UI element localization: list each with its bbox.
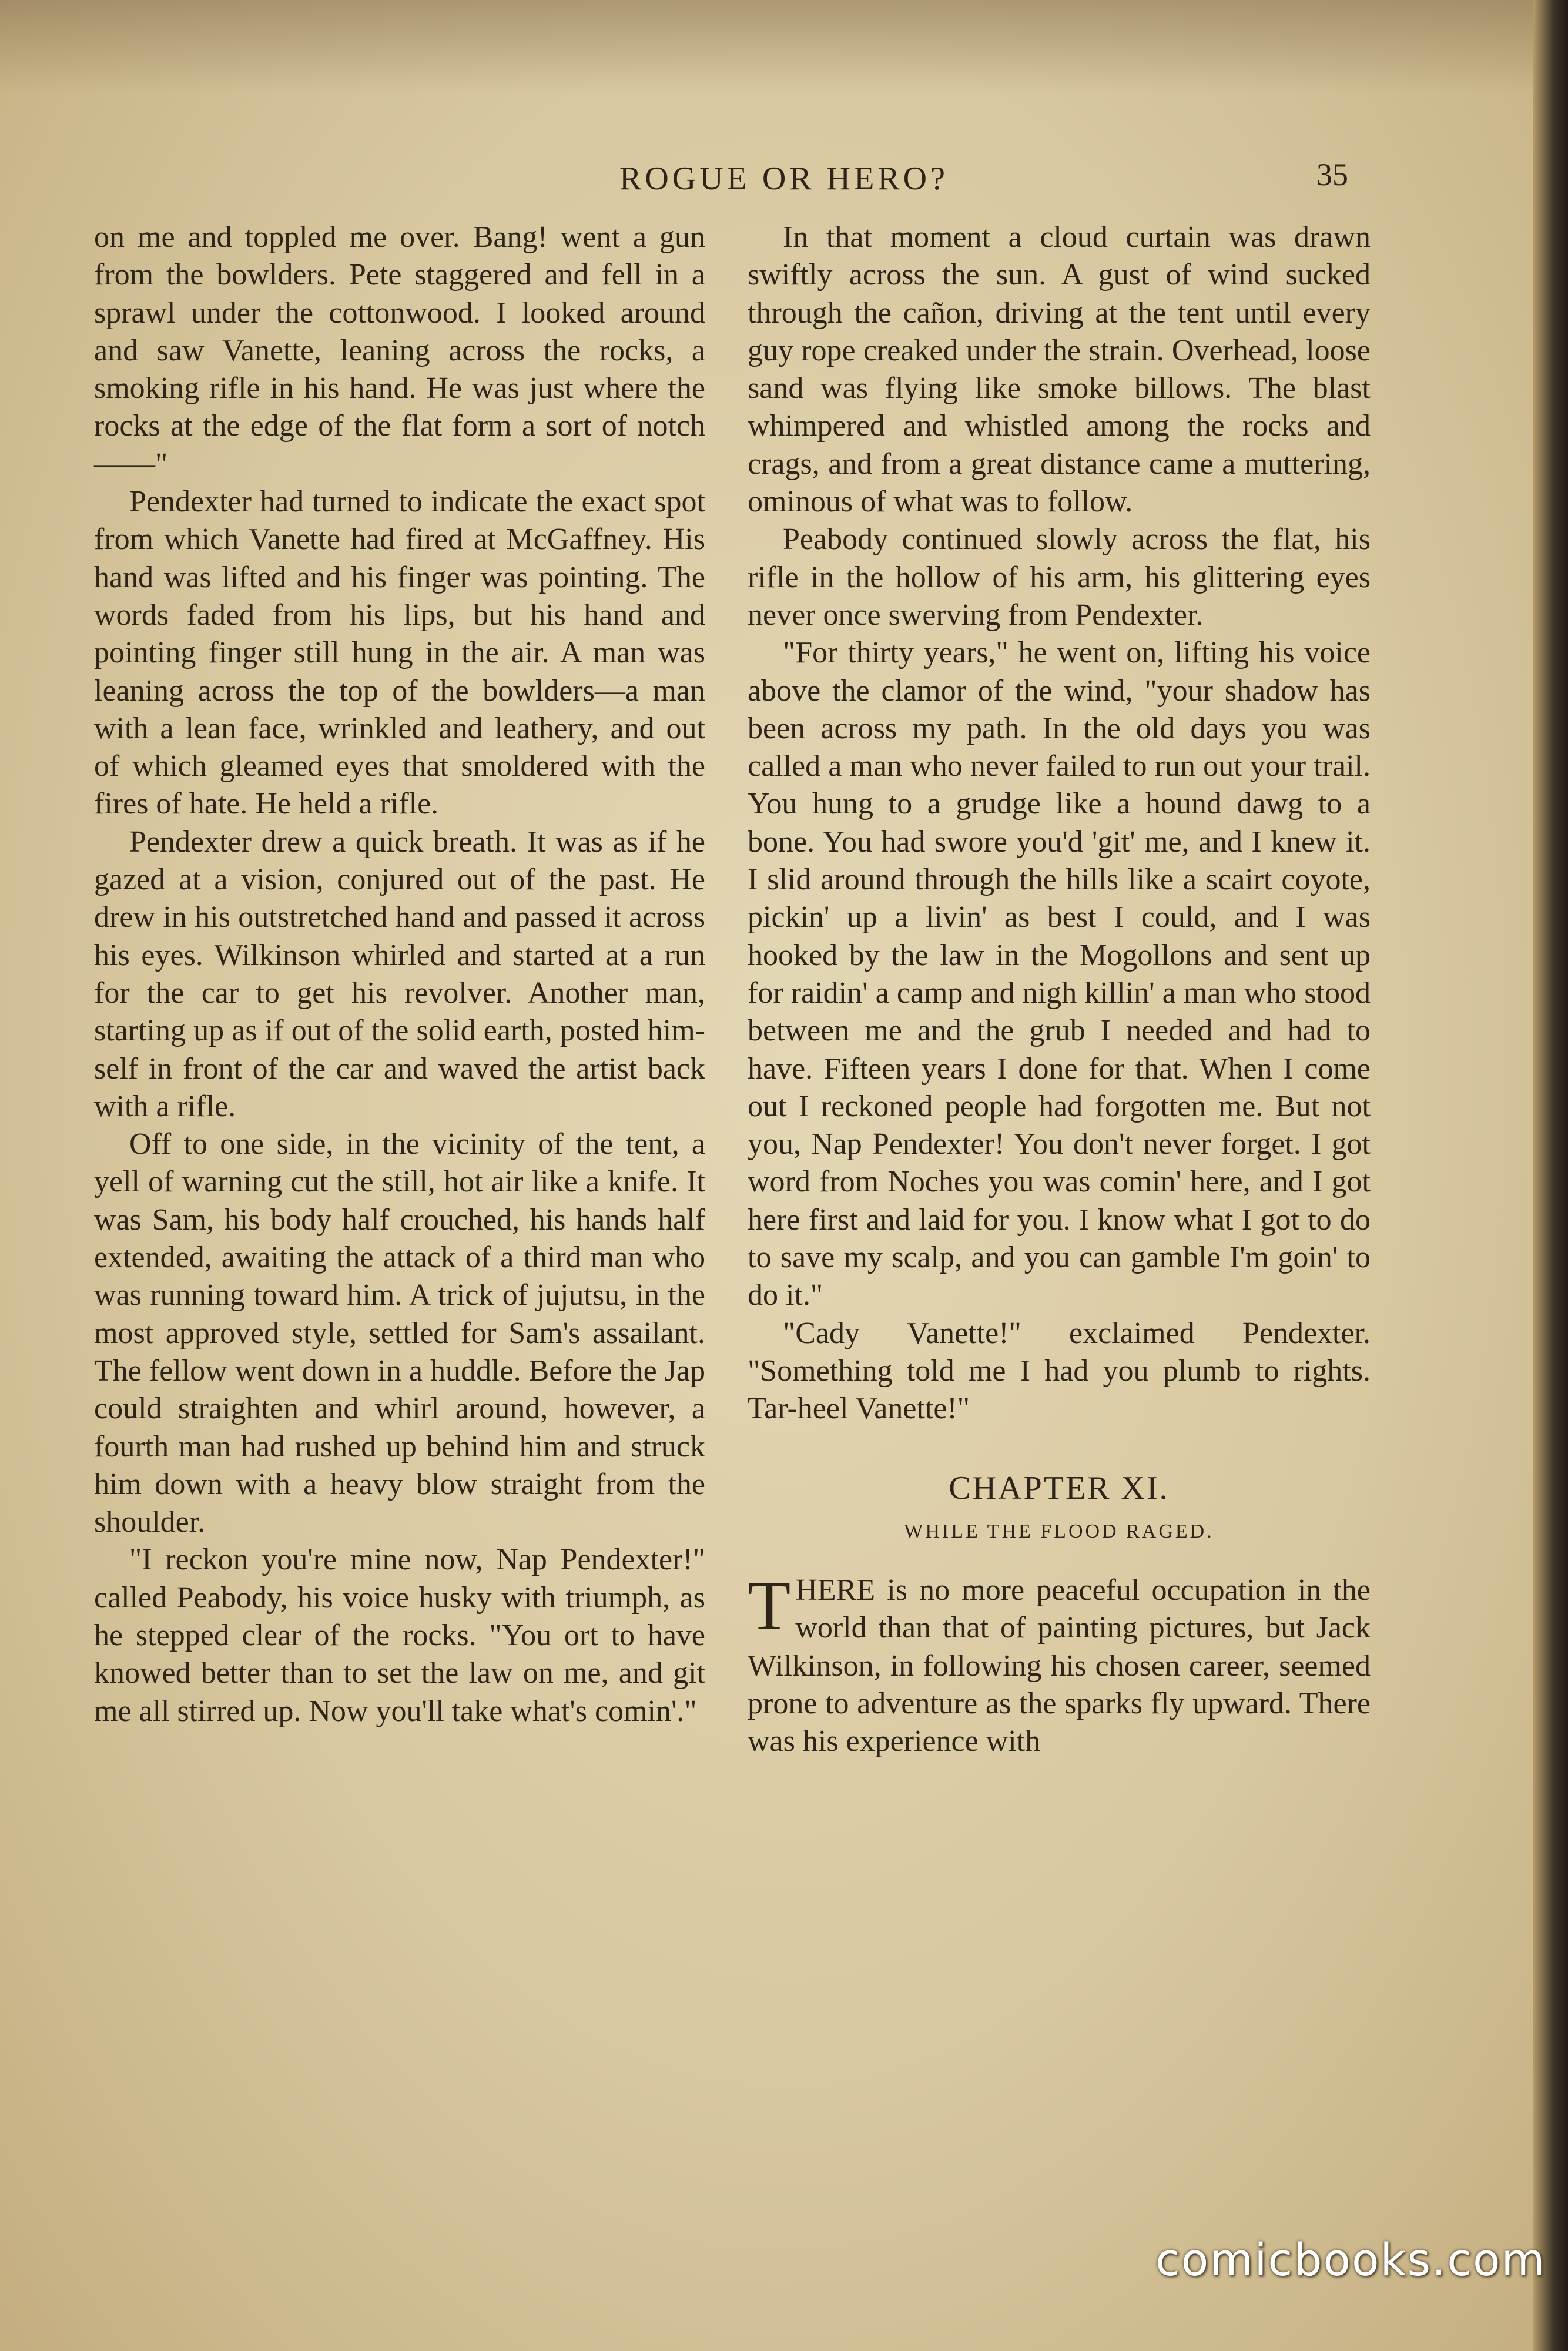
- running-title: ROGUE OR HERO?: [619, 160, 949, 197]
- drop-cap: T: [748, 1566, 791, 1645]
- book-spine: [1533, 0, 1568, 2351]
- paragraph: "For thirty years," he went on, lifting his voice above the clamor of the wind, "your shadow has been across my path. In the old days you was called a man who never failed to run out your trail. You hung to a grudge like a hound dawg to a bone. You had swore you'd 'git' me, and I knew it. I slid around through the hills like a scairt coyote, pickin' up a livin' as best I could, and I was hooked by the law in the Mogollons and sent up for raidin' a camp and nigh killin' a man who stood between me and the grub I needed and had to have. Fifteen years I done for that. When I come out I reckoned people had forgotten me. But not you, Nap Pendexter! You don't never forget. I got word from Noches you was comin' here, and I got here first and laid for you. I know what I got to do to save my scalp, and you can gamble I'm goin' to do it.": [748, 636, 1371, 1312]
- paragraph: Off to one side, in the vicinity of the tent, a yell of warning cut the still, hot air like a knife. It was Sam, his body half crouched, his hands half extended, awaiting the attack of a third man who was running toward him. A trick of jujutsu, in the most approved style, settled for Sam's assailant. The fellow went down in a huddle. Before the Jap could straighten and whirl around, however, a fourth man had rushed up behind him and struck him down with a heavy blow straight from the shoulder.: [94, 1127, 705, 1539]
- paragraph: Peabody continued slowly across the flat, his rifle in the hollow of his arm, his glittering eyes never once swerving from Pendexter.: [748, 523, 1371, 632]
- site-watermark: comicbooks.com: [1155, 2233, 1546, 2286]
- left-column: [94, 219, 705, 1730]
- paragraph: Pendexter drew a quick breath. It was as if he gazed at a vision, conjured out of the past. He drew in his outstretched hand and passed it across his eyes. Wilkinson whirled and started at a run for the car to get his revolver. Another man, starting up as if out of the solid earth, posted himself in front of the car and waved the artist back with a rifle.: [94, 825, 705, 1123]
- chapter-subtitle: WHILE THE FLOOD RAGED.: [904, 1520, 1214, 1542]
- chapter-heading: CHAPTER XI.: [949, 1469, 1170, 1506]
- paragraph: on me and toppled me over. Bang! went a gun from the bowlders. Pete staggered and fell in a sprawl under the cottonwood. I looked around and saw Vanette, leaning across the rocks, a smoking rifle in his hand. He was just where the rocks at the edge of the flat form a sort of notch——": [94, 220, 705, 481]
- paragraph: "I reckon you're mine now, Nap Pendexter!" called Peabody, his voice husky with triumph, as he stepped clear of the rocks. "You ort to have knowed better than to set the law on me, and git me all stirred up. Now you'll take what's comin'.": [94, 1543, 705, 1728]
- paragraph: "Cady Vanette!" exclaimed Pendexter. "Something told me I had you plumb to rights. Tar-heel Vanette!": [748, 1316, 1371, 1426]
- chapter-opening-paragraph: [748, 1566, 1371, 1760]
- page-number: 35: [1316, 157, 1348, 192]
- right-column: [748, 219, 1371, 1761]
- paragraph: In that moment a cloud curtain was drawn swiftly across the sun. A gust of wind sucked through the cañon, driving at the tent until every guy rope creaked under the strain. Overhead, loose sand was flying like smoke billows. The blast whimpered and whistled among the rocks and crags, and from a great distance came a muttering, ominous of what was to follow.: [748, 220, 1371, 519]
- chapter-opening-text: HERE is no more peaceful occupation in the world than that of painting pictures, but Jack Wilkinson, in following his chosen career, seemed prone to adventure as the sparks fly upward. There was his experience with: [748, 1573, 1371, 1759]
- page-shadow: [0, 0, 1568, 94]
- paragraph: Pendexter had turned to indicate the exact spot from which Vanette had fired at McGaffney. His hand was lifted and his finger was pointing. The words faded from his lips, but his hand and pointing finger still hung in the air. A man was leaning across the top of the bowlders—a man with a lean face, wrinkled and leathery, and out of which gleamed eyes that smoldered with the fires of hate. He held a rifle.: [94, 485, 705, 821]
